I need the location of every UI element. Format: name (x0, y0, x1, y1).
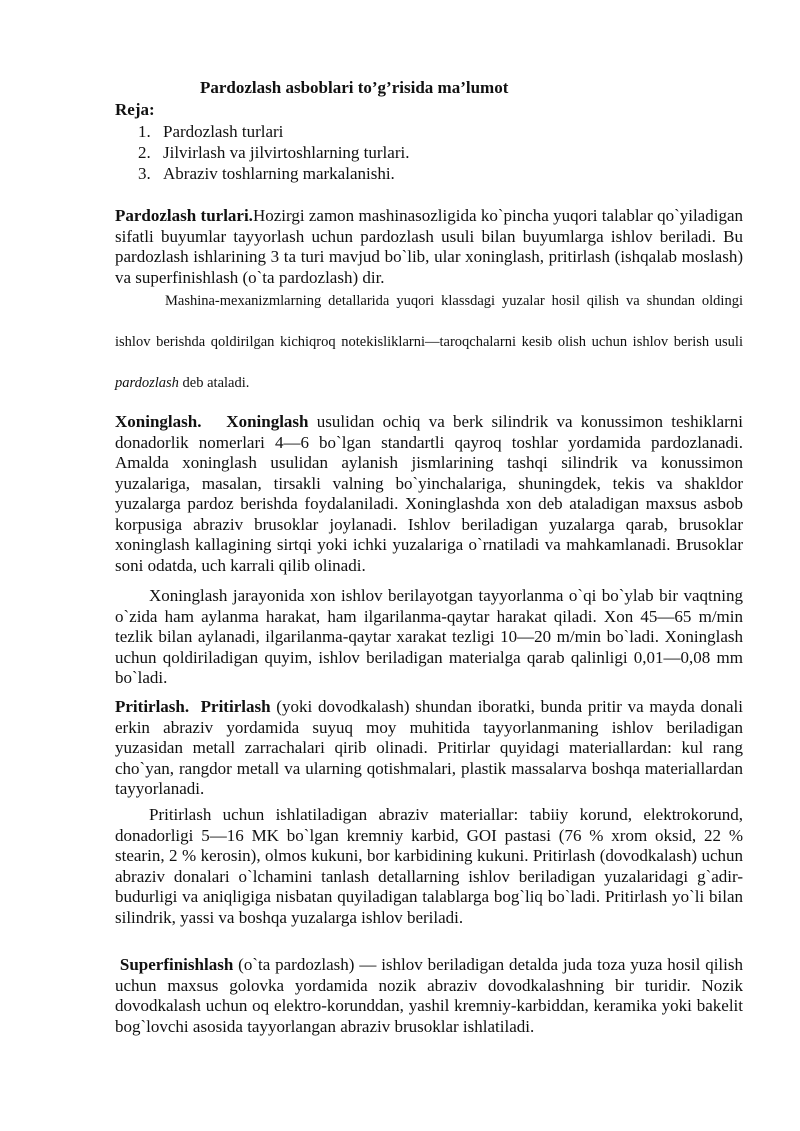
section-heading: Pritirlash. (115, 697, 190, 716)
section-heading: Pardozlash turlari. (115, 206, 253, 225)
document-title: Pardozlash asboblari to’g’risida ma’lumot (200, 78, 509, 97)
paragraph-text: (o`ta pardozlash) — ishlov beriladigan detalda juda toza yuza hosil qilish uchun maxsus golovka yordamida nozik abraziv dovodkalashning bir turidir. Nozik dovodkalash uchun oq elektro-korunddan, yashil kremniy-karbiddan, keramika yoki bakelit bog`lovchi asosida tayyorlangan abraziv brusoklar ishlatiladi. (115, 955, 743, 1036)
bold-term: Xoninglash (226, 412, 309, 431)
paragraph-pardozlash-turlari (115, 206, 743, 288)
paragraph-text: Pritirlash uchun ishlatiladigan abraziv materiallar: tabiiy korund, elektrokorund, donadorligi 5—16 MK bo`lgan kremniy karbid, GOI pastasi (76 % xrom oksid, 22 % stearin, 2 % kerosin), olmos kukuni, bor karbidining kukuni. Pritirlash (dovodkalash) uchun abraziv donalari o`lchamini tanlash detallarning ishlov beriladigan yuzalaridagi g`adir-budurligi va aniqligiga nisbatan quyiladigan talablarga bog`liq bo`ladi. Pritirlash yo`li bilan silindrik, yassi va boshqa yuzalarga ishlov beriladi. (115, 805, 743, 927)
plan-item-text: Jilvirlash va jilvirtoshlarning turlari. (163, 143, 410, 162)
paragraph-text: Mashina-mexanizmlarning detallarida yuqori klassdagi yuzalar hosil qilish va shundan oldingi ishlov berishda qoldirilgan kichiqroq notekisliklarni—taroqchalarni kesib olish uchun ishlov berish usuli (115, 293, 743, 350)
paragraph-text: Hozirgi zamon mashinasozligida ko`pincha yuqori talablar qo`yiladigan sifatli buyumlar tayyorlash uchun pardozlash usuli bilan buyumlarga ishlov beriladi. Bu pardozlash ishlarining 3 ta turi mavjud bo`lib, ular xoninglash, pritirlash (ishqalab moslash) va superfinishlash (o`ta pardozlash) dir. (115, 206, 743, 287)
plan-item-text: Pardozlash turlari (163, 122, 284, 141)
italic-term: pardozlash (115, 375, 179, 391)
plan-item (138, 163, 409, 184)
paragraph-pritirlash (115, 697, 743, 800)
plan-heading: Reja: (115, 100, 155, 119)
paragraph-xoninglash (115, 412, 743, 576)
plan-item-number: 1. (138, 122, 151, 141)
section-heading: Superfinishlash (119, 955, 234, 974)
paragraph-text: deb ataladi. (178, 375, 250, 391)
plan-item-number: 3. (138, 164, 151, 183)
plan-item-text: Abraziv toshlarning markalanishi. (163, 164, 395, 183)
paragraph-superfinishlash (115, 955, 743, 1037)
plan-list (138, 121, 409, 184)
paragraph-text: usulidan ochiq va berk silindrik va konussimon teshiklarni donadorlik nomerlari 4—6 bo`lgan standartli qayroq toshlar yordamida pardozlanadi. Amalda xoninglash usulidan aylanish jismlarining tashqi silindrik va konussimon yuzalariga, masalan, tirsakli valning bo`yinchalariga, shuningdek, tekis va shakldor yuzalarga pardoz berishda foydalaniladi. Xoninglashda xon deb ataladigan maxsus asbob korpusiga abraziv brusoklar joylanadi. Ishlov beriladigan yuzalarga qarab, brusoklar xoninglash kallagining sirtqi yoki ichki yuzalariga o`rnatiladi va mahkamlanadi. Brusoklar soni odatda, uch karrali qilib olinadi. (115, 412, 744, 575)
paragraph-pritirlash-materials (115, 805, 743, 928)
plan-item (138, 142, 409, 163)
paragraph-text: (yoki dovodkalash) shundan iboratki, bunda pritir va mayda donali erkin abraziv yordamida suyuq moy muhitida tayyorlanmaning ishlov beriladigan yuzasidan metall zarrachalari qirib olinadi. Pritirlar quyidagi materiallardan: kul rang cho`yan, rangdor metall va ularning qotishmalari, plastik massalarva boshqa materiallardan tayyorlanadi. (115, 697, 743, 798)
plan-item-number: 2. (138, 143, 151, 162)
plan-item (138, 121, 409, 142)
paragraph-text: Xoninglash jarayonida xon ishlov berilayotgan tayyorlanma o`qi bo`ylab bir vaqtning o`zida ham aylanma harakat, ham ilgarilanma-qaytar harakat qiladi. Xon 45—65 m/min tezlik bilan aylanadi, ilgarilanma-qaytar xarakat tezligi 10—20 m/min bo`ladi. Xoninglash uchun qoldiriladigan quyim, ishlov beriladigan materialga qarab qalinligi 0,01—0,08 mm bo`ladi. (115, 586, 743, 687)
bold-term: Pritirlash (200, 697, 271, 716)
section-heading: Xoninglash. (115, 412, 202, 431)
paragraph-definition (115, 281, 743, 404)
paragraph-xoninglash-process (115, 586, 743, 689)
